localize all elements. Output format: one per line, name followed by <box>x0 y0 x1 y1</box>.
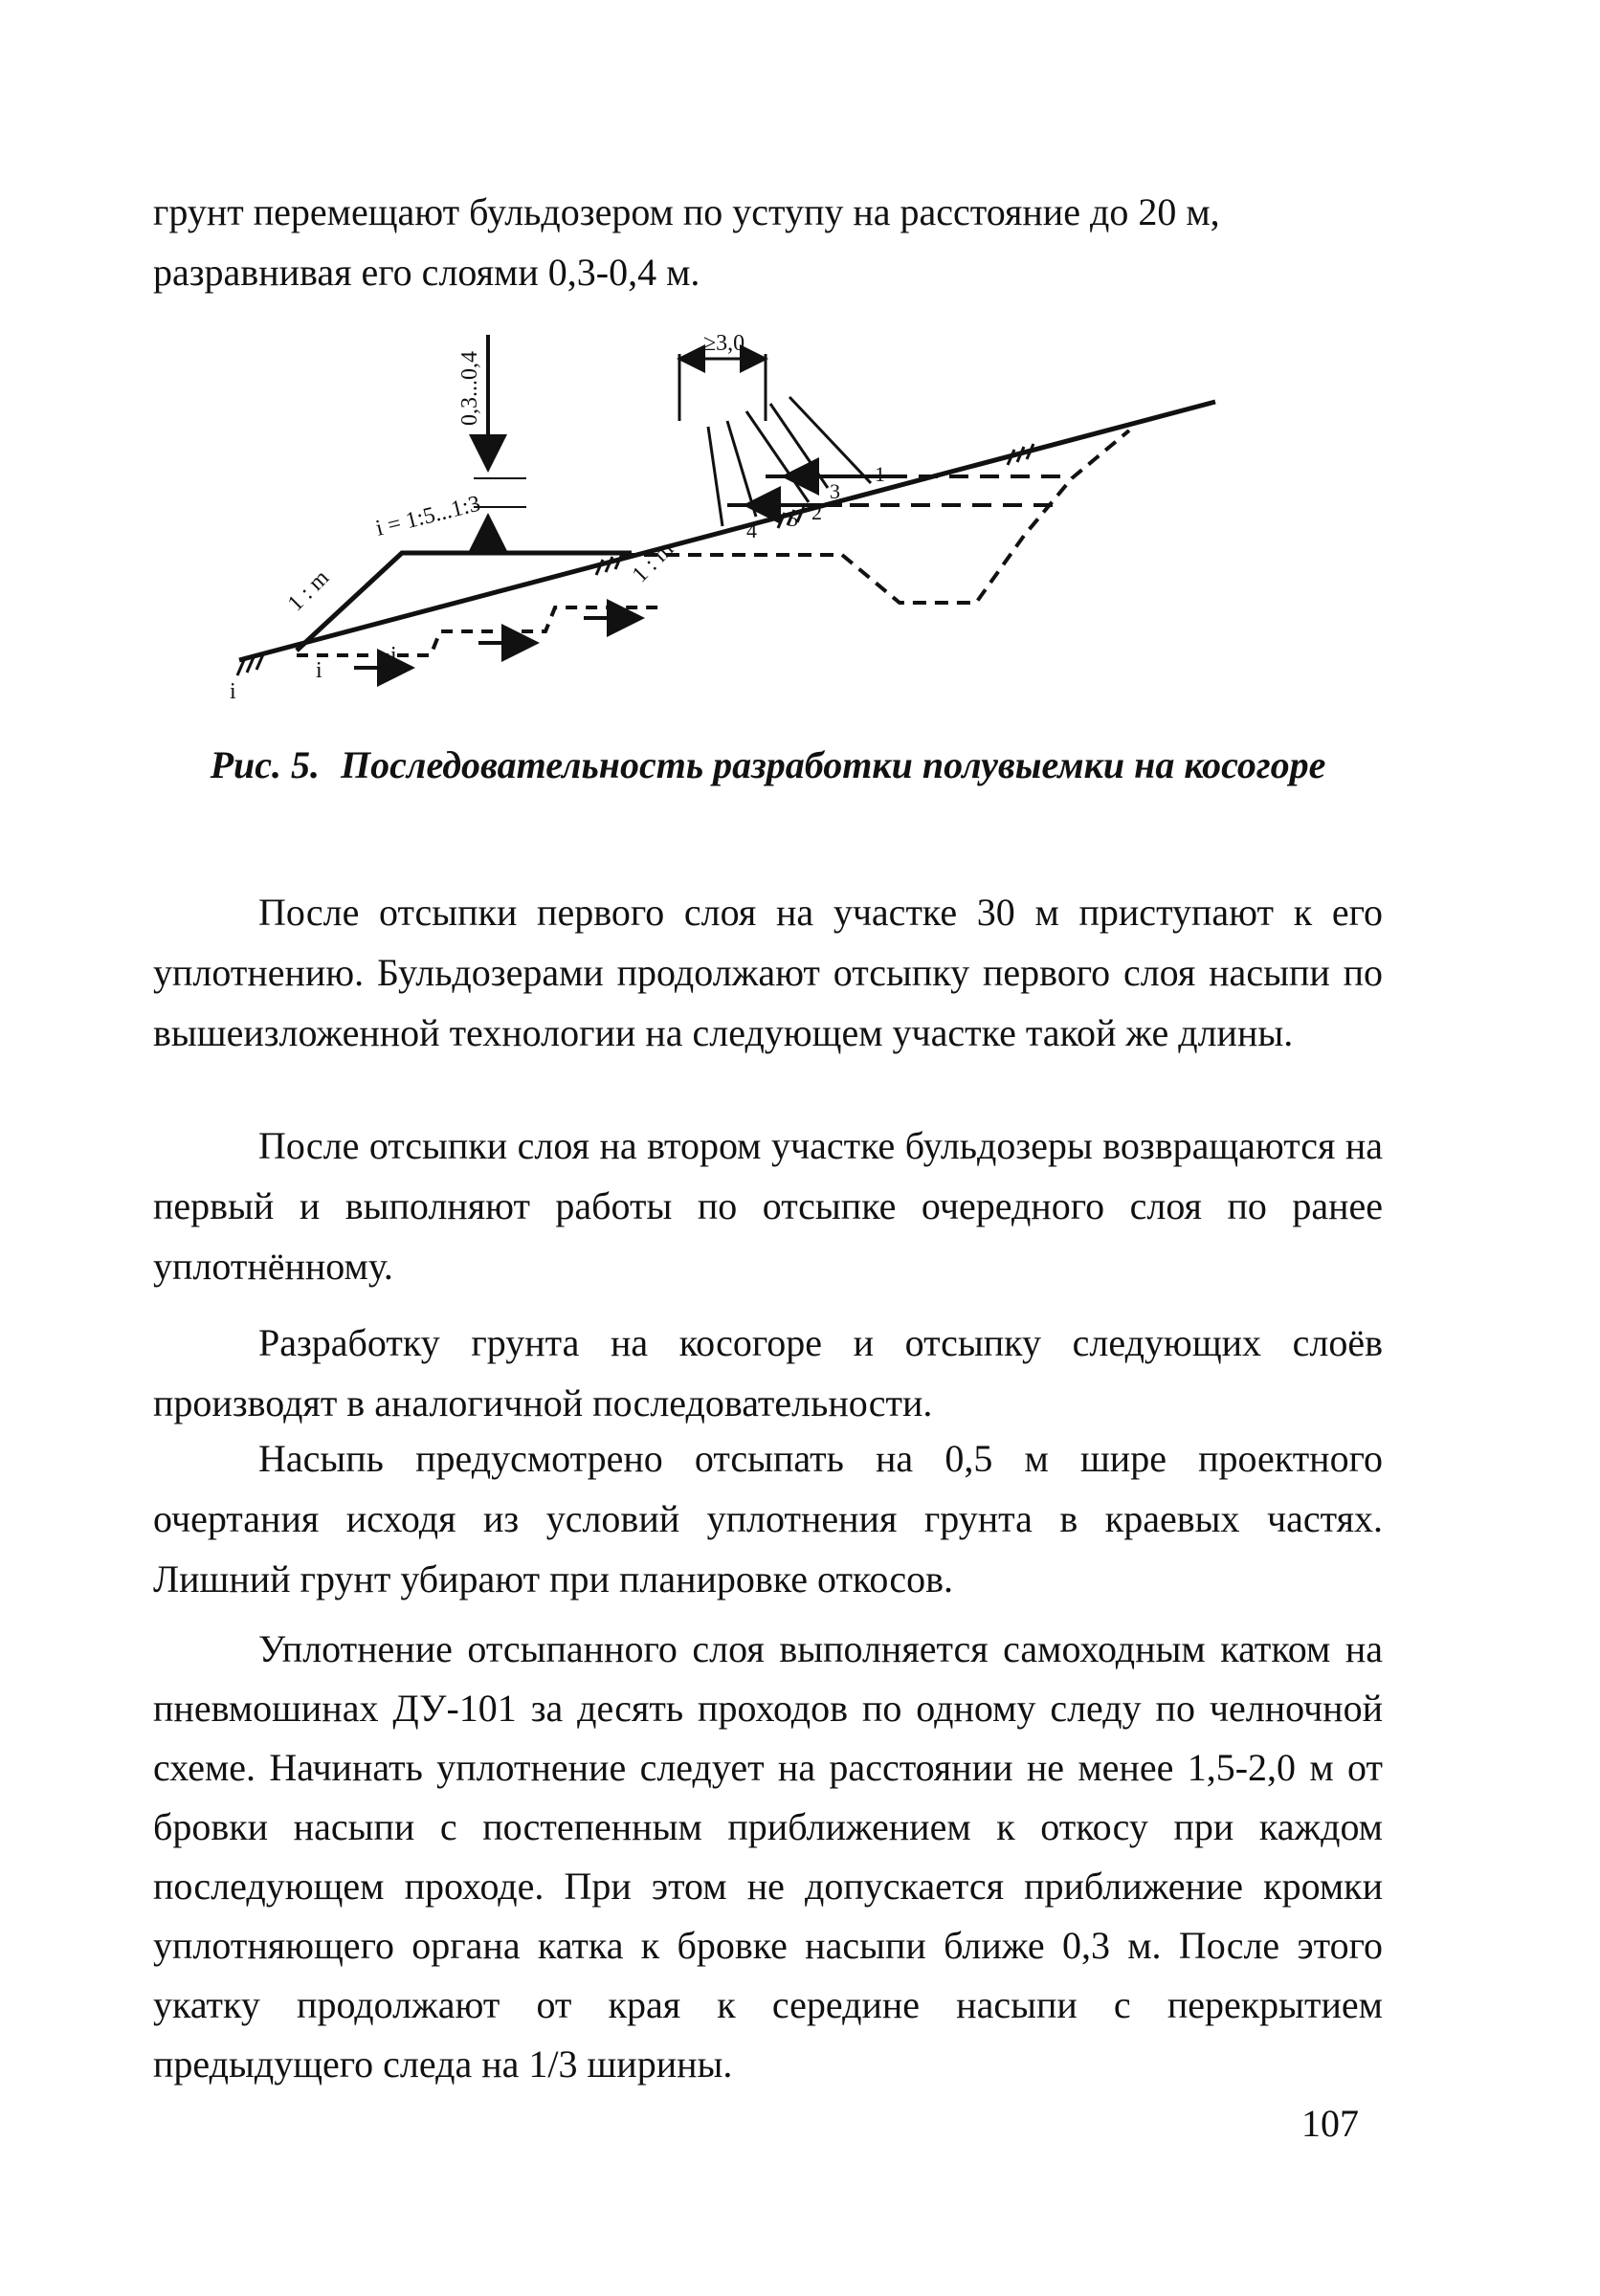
label-slope-m-left: 1 : m <box>282 564 335 617</box>
label-num-2: 2 <box>811 500 822 524</box>
figure-drawing <box>211 335 1301 718</box>
ground-hatching <box>237 444 1033 675</box>
label-slope-gradient: i = 1:5...1:3 <box>373 491 483 541</box>
label-layer-thickness: 0,3...0,4 <box>457 351 482 426</box>
label-num-1: 1 <box>875 462 885 486</box>
figure-half-cut-section <box>211 335 1301 718</box>
paragraph-3: Разработку грунта на косогоре и отсыпку следующих слоёв производят в аналогичной последовательности. <box>153 1321 1383 1424</box>
caption-number: Рис. 5. <box>210 743 321 786</box>
paragraph-2: После отсыпки слоя на втором участке бульдозеры возвращаются на первый и выполняют работы по отсыпке очередного слоя по ранее уплотнённому. <box>153 1124 1383 1288</box>
paragraph-4: Насыпь предусмотрено отсыпать на 0,5 м шире проектного очертания исходя из условий уплотнения грунта в краевых частях. Лишний грунт убирают при планировке откосов. <box>153 1437 1383 1601</box>
figure-caption <box>153 739 1383 792</box>
paragraph-5: Уплотнение отсыпанного слоя выполняется самоходным катком на пневмошинах ДУ-101 за десять проходов по одному следу по челночной схеме. Начинать уплотнение следует на расстоянии не менее 1,5-2,0 м от бровки насыпи с постепенным приближением к откосу при каждом последующем проходе. При этом не допускается приближение кромки уплотняющего органа катка к бровке насыпи ближе 0,3 м. После этого укатку продолжают от края к середине насыпи с перекрытием предыдущего следа на 1/3 ширины. <box>153 1627 1383 2086</box>
label-slope-m-right: 1 : m <box>627 536 679 588</box>
cut-profile <box>622 430 1129 603</box>
label-min-width: ≥3,0 <box>703 335 745 356</box>
label-num-5: 5 <box>788 507 798 531</box>
label-i-3: i <box>390 643 397 668</box>
label-num-4: 4 <box>746 519 757 542</box>
label-i-1: i <box>230 679 236 704</box>
caption-title: Последовательность разработки полувыемки на косогоре <box>341 743 1326 786</box>
paragraph-1: После отсыпки первого слоя на участке 30 м приступают к его уплотнению. Бульдозерами продолжают отсыпку первого слоя насыпи по вышеизложенной технологии на следующем участке такой же длины. <box>153 891 1383 1054</box>
page-number: 107 <box>1301 2102 1359 2145</box>
label-num-3: 3 <box>830 479 840 503</box>
intro-text: грунт перемещают бульдозером по уступу на расстояние до 20 м, разравнивая его слоями 0,3-0,4 м. <box>153 190 1220 294</box>
label-i-2: i <box>316 658 322 683</box>
